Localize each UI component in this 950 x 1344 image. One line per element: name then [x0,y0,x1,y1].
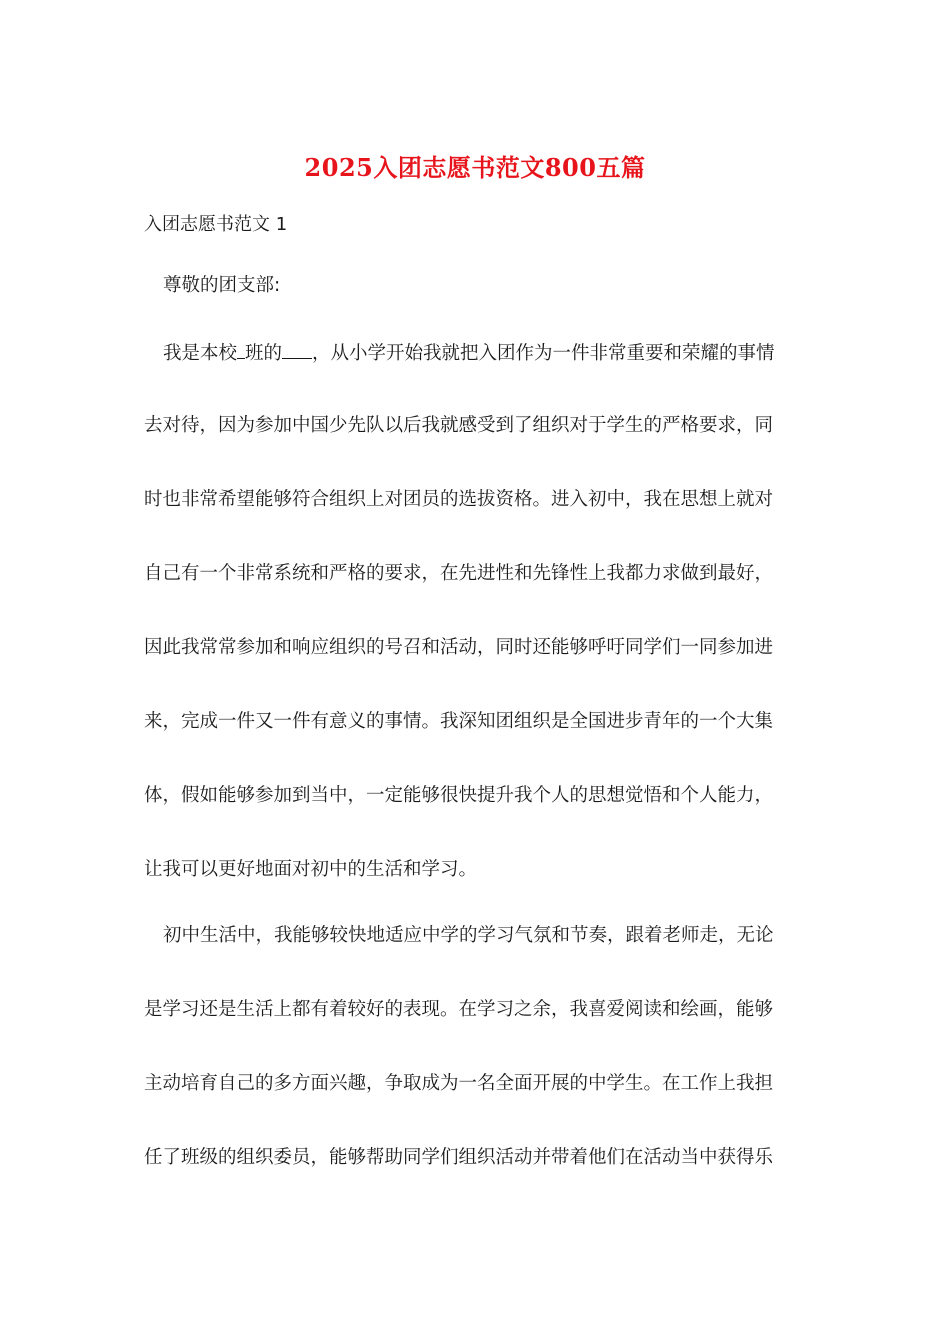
paragraph-1-line-1 [144,338,796,412]
paragraph-1-line-5: 因此我常常参加和响应组织的号召和活动，同时还能够呼吁同学们一同参加进 [144,637,774,658]
paragraph-2-line-1: 初中生活中，我能够较快地适应中学的学习气氛和节奏，跟着老师走，无论 [163,925,774,946]
paragraph-1-line-7: 体，假如能够参加到当中，一定能够很快提升我个人的思想觉悟和个人能力， [144,785,774,806]
paragraph-2-line-2: 是学习还是生活上都有着较好的表现。在学习之余，我喜爱阅读和绘画，能够 [144,999,774,1020]
text-segment: 我是本校 [163,343,238,364]
salutation-block [144,272,796,346]
paragraph-1-line-6: 来，完成一件又一件有意义的事情。我深知团组织是全国进步青年的一个大集 [144,711,774,732]
text-segment: 班的 [245,343,283,364]
paragraph-1-line-8: 让我可以更好地面对初中的生活和学习。 [144,859,478,880]
paragraph-1-line-3: 时也非常希望能够符合组织上对团员的选拔资格。进入初中，我在思想上就对 [144,489,774,510]
text-segment: ，从小学开始我就把入团作为一件非常重要和荣耀的事情 [312,343,775,364]
paragraph-2-line-3: 主动培育自己的多方面兴趣，争取成为一名全面开展的中学生。在工作上我担 [144,1073,774,1094]
paragraph-1-line-4: 自己有一个非常系统和严格的要求，在先进性和先锋性上我都力求做到最好， [144,563,774,584]
document-title: 2025入团志愿书范文800五篇 [304,153,646,182]
paragraph-2 [144,922,796,1218]
fill-in-blank-class [237,338,245,359]
fill-in-blank-name [282,338,312,359]
paragraph-1 [144,338,796,930]
paragraph-1-line-2: 去对待，因为参加中国少先队以后我就感受到了组织对于学生的严格要求，同 [144,415,774,436]
salutation: 尊敬的团支部: [163,275,281,296]
section-heading: 入团志愿书范文 1 [144,214,288,235]
paragraph-2-line-4: 任了班级的组织委员，能够帮助同学们组织活动并带着他们在活动当中获得乐 [144,1147,774,1168]
